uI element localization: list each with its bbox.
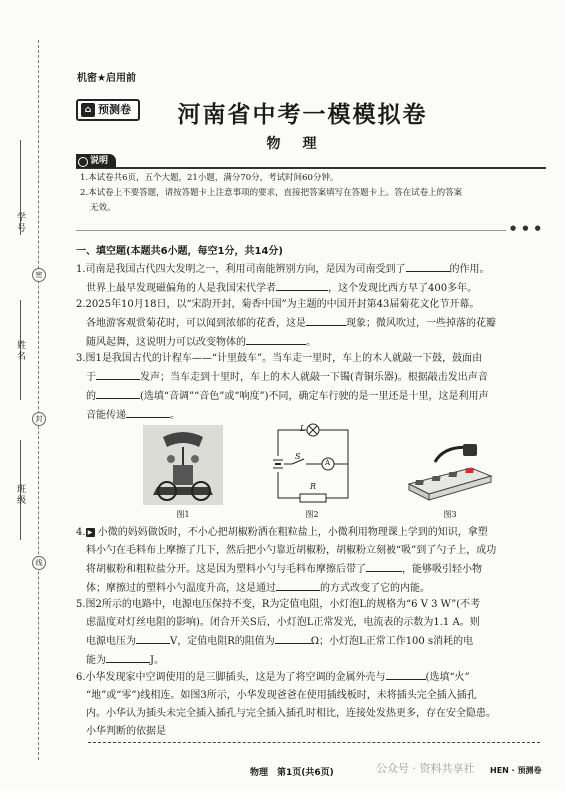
q3-text: 音能传递 [86,410,126,421]
q1-text: ，这个发现比西方早了400多年。 [328,283,478,294]
confidential-mark: 机密★启用前 [77,73,136,84]
q5-text: Ω；小灯泡L正常工作100 s消耗的电 [310,636,474,647]
q4-number: 4. [76,527,86,538]
q3-text: 的 [86,391,96,402]
q2-text: 。 [306,337,316,348]
q3-text: 3.图1是我国古代的计程车——“计里鼓车”。当车走一里时，车上的木人就敲一下鼓，鼓面由 [76,353,483,364]
answer-blank[interactable] [106,651,150,663]
q6-answer-line[interactable] [88,742,540,743]
q6-text: 内。小华认为插头未完全插入插孔与完全插入插孔时相比，连接处发热更多，存在安全隐患。 [86,708,496,719]
q4-text: 将胡椒粉和粗粒盐分开。这是因为塑料小勺与毛料布摩擦后带了 [86,564,366,575]
q1-text: 的作用。 [449,264,490,275]
section-title: 一、填空题(本题共6小题，每空1分，共14分) [76,246,283,257]
page-number: 物理 第1页(共6页) [250,768,334,778]
q4-text: 料小勺在毛料布上摩擦了几下，然后把小勺靠近胡椒粉，胡椒粉立刻被“吸”到了勺子上，成功 [86,545,497,556]
note-item: 2.本试卷上不要答题，请按答题卡上注意事项的要求，直接把答案填写在答题卡上。答在试卷上的答案 [80,188,463,198]
q5-text: 虑温度对灯丝电阻的影响)。闭合开关S后，小灯泡L正常发光，电流表的示数为1.1 A。则 [86,617,480,628]
figure-2-caption: 图2 [305,510,319,519]
q6-text: 小华判断的依据是 [86,726,166,737]
figure-1-caption: 图1 [176,510,190,519]
figure-3-power-strip [405,440,495,502]
video-play-icon[interactable]: ▶ [86,528,95,537]
q6-text: 6.小华发现家中空调使用的是三脚插头，这是为了将空调的金属外壳与 [76,672,386,683]
q3-text: (选填“音调”“音色”或“响度”)不同，确定车行驶的是一里还是十里，这是利用声 [140,391,489,402]
house-icon: ⌂ [81,103,95,117]
circuit-diagram [270,420,356,508]
subject-title: 物理 [266,136,339,152]
q2-text: 各地游客观赏菊花时，可以闻到浓郁的花香，这是 [86,318,306,329]
q4-text: 的方式改变了它的内能。 [320,583,430,594]
q5-text: 5.图2所示的电路中，电源电压保持不变，R为定值电阻，小灯泡L的规格为“6 V 3 W”(不考 [76,599,481,610]
answer-blank[interactable] [246,333,306,345]
circuit-label-s: S [295,452,301,461]
q5-text: 电源电压为 [86,636,136,647]
q5-text: V，定值电阻R的阻值为 [170,636,275,647]
exam-code: HEN · 预测卷 [490,766,542,775]
q5-text: 能为 [86,655,106,666]
name-label: 姓名 [15,340,25,362]
q3-text: 。 [170,410,180,421]
question-1 [76,260,550,298]
q4-text: 体；摩擦过的塑料小勺温度升高，这是通过 [86,583,276,594]
notes-header [76,153,546,169]
seal-circle-xian: 线 [32,556,46,570]
seal-circle-feng: 封 [32,412,46,426]
answer-blank[interactable] [306,314,346,326]
badge-label: 预测卷 [98,103,131,116]
question-2 [76,296,550,352]
page-title: 河南省中考一模模拟卷 [177,102,428,128]
seal-circle-mi: 密 [32,268,46,282]
q6-text: (选填“火” [425,672,470,683]
q5-text: J。 [150,655,165,666]
notes-tag-icon [78,157,88,167]
q2-text: 现象；微风吹过，一些掉落的花瓣 [346,318,496,329]
figure-3-caption: 图3 [443,510,457,519]
student-id-label: 学号 [15,212,25,234]
q4-text: 小微的妈妈做饭时，不小心把胡椒粉洒在粗粒盐上，小微利用物理课上学到的知识，拿塑 [97,527,488,538]
figure-2-circuit [270,420,356,508]
q1-text: 世界上最早发现磁偏角的人是我国宋代学者 [86,283,276,294]
notes-tag [76,154,116,168]
answer-blank[interactable] [276,579,320,591]
circuit-label-a: A [325,459,331,467]
answer-blank[interactable] [136,632,170,644]
watermark: 公众号 · 资料共享社 [376,762,475,775]
notes-decoration-dots: ● ● ● [510,224,543,232]
notes-divider [76,230,506,231]
q6-text: “地”或“零”)线相连。如图3所示，小华发现爸爸在使用插线板时，未将插头完全插入插孔 [86,690,477,701]
class-label: 班级 [15,484,25,506]
answer-blank[interactable] [276,279,328,291]
note-item: 无效。 [90,203,116,213]
q4-text: ，能够吸引轻小物 [402,564,482,575]
drum-cart-image [143,425,223,505]
circuit-label-r: R [310,482,317,491]
answer-blank[interactable] [96,387,140,399]
question-3 [76,350,550,425]
q3-text: 于 [86,372,96,383]
answer-blank[interactable] [366,560,402,572]
answer-blank[interactable] [406,260,450,272]
figure-1-drum-cart [143,425,223,505]
q2-text: 2.2025年10月18日，以“宋韵开封，菊香中国”为主题的中国开封第43届菊花文化节开幕。 [76,299,480,310]
answer-blank[interactable] [275,632,311,644]
note-item: 1.本试卷共6页，五个大题，21小题，满分70分，考试时间60分钟。 [80,173,339,183]
power-strip-image [405,440,495,502]
q3-text: 发声；当车走到十里时，车上的木人就敲一下镯(青铜乐器)。根据敲击发出声音 [140,372,488,383]
circuit-label-l: L [300,424,306,433]
q2-text: 随风起舞，这说明力可以改变物体的 [86,337,246,348]
notes-tag-label: 说明 [90,156,109,166]
answer-blank[interactable] [386,668,426,680]
question-4 [76,524,550,598]
question-6 [76,668,550,741]
notes-body [80,171,542,216]
answer-blank[interactable] [96,368,140,380]
q1-text: 1.司南是我国古代四大发明之一，利用司南能辨别方向，是因为司南受到了 [76,264,406,275]
answer-blank[interactable] [126,406,170,418]
question-5 [76,596,550,670]
